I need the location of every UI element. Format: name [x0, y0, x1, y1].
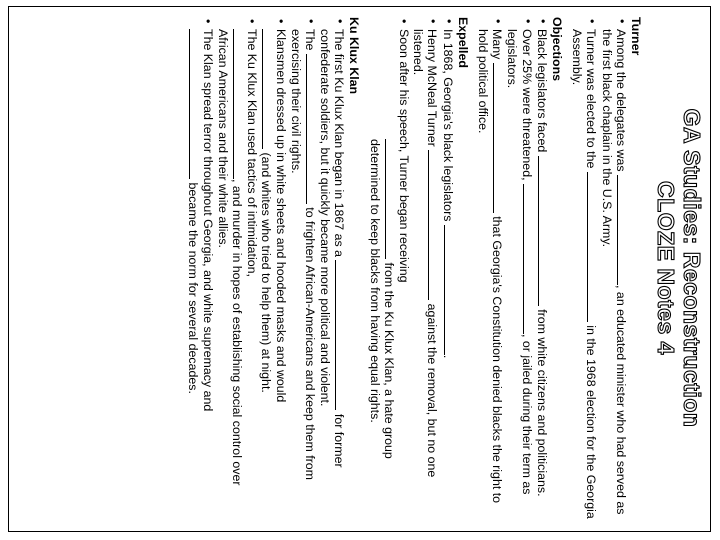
expelled-bullet-1 — [440, 29, 455, 519]
section-heading-objections: Objections — [549, 17, 564, 82]
blank-expelled-2[interactable] — [428, 150, 440, 300]
kkk-b4-line2: , and murder in hopes of establishing social control over African Americans and their white allies. — [215, 29, 244, 486]
turner-bullet-1 — [599, 29, 628, 519]
turner-list — [570, 17, 629, 519]
objections-bullet-2 — [505, 29, 534, 519]
blank-turner-2[interactable] — [587, 172, 599, 322]
objections-bullet-1 — [535, 29, 550, 519]
kkk-b3-line2: (and whites who tried to help them) at night. — [259, 152, 274, 393]
kkk-list — [186, 17, 347, 519]
blank-objections-3[interactable] — [493, 63, 505, 213]
blank-objections-2[interactable] — [523, 184, 535, 334]
expelled-b3-line2: from the Ku Klux Klan, a hate group determined to keep blacks from having equal rights. — [367, 139, 396, 459]
objections-b3-pre: Many — [490, 29, 505, 60]
title-line-1: GA Studies: Reconstruction — [679, 108, 705, 428]
kkk-bullet-1 — [318, 29, 347, 519]
kkk-b5-line1: The Klan spread terror throughout Georgia, and white supremacy and — [201, 29, 216, 412]
turner-b1-pre: Among the delegates was — [613, 29, 628, 172]
blank-kkk-3[interactable] — [262, 29, 274, 149]
blank-turner-1[interactable] — [617, 175, 629, 285]
kkk-b3-line1: Klansmen dressed up in white sheets and hooded masks and would — [274, 29, 289, 403]
kkk-b5-cont — [186, 29, 201, 519]
kkk-bullet-2 — [288, 29, 317, 519]
objections-bullet-3 — [476, 29, 505, 519]
blank-expelled-1[interactable] — [444, 225, 456, 355]
kkk-b1-post: for former confederate soldiers, but it quickly became more political and violent. — [317, 29, 347, 468]
expelled-b2-post: against the removal, but no one listened. — [411, 29, 440, 478]
blank-kkk-4[interactable] — [233, 29, 245, 179]
kkk-b2-post: to frighten African-Americans and keep them from exercising their civil rights. — [288, 29, 317, 480]
objections-b2-post: , or jailed during their term as legislators. — [505, 29, 534, 495]
objections-list — [476, 17, 550, 519]
turner-bullet-2 — [570, 29, 599, 519]
expelled-list — [367, 17, 455, 519]
objections-b1-post: from white citizens and politicians. — [534, 309, 549, 497]
expelled-bullet-3 — [367, 29, 411, 519]
kkk-b3-cont — [259, 29, 274, 519]
kkk-bullet-4 — [215, 29, 259, 519]
blank-kkk-5[interactable] — [189, 29, 201, 179]
kkk-b4-line1: The Ku Klux Klan used tactics of intimidation, — [244, 29, 259, 277]
objections-b3-post: that Georgia's Constitution denied blacks the right to hold political office. — [475, 29, 505, 504]
expelled-b3-line1: Soon after his speech, Turner began receiving — [396, 29, 411, 283]
expelled-b3-cont — [367, 29, 396, 519]
expelled-b1-pre: In 1868, Georgia's black legislators — [440, 29, 455, 222]
kkk-b1-pre: The first Ku Klux Klan began in 1867 as a — [332, 29, 347, 257]
rotated-worksheet — [10, 7, 710, 527]
kkk-bullet-3 — [259, 29, 288, 519]
kkk-bullet-5 — [186, 29, 215, 519]
blank-objections-1[interactable] — [538, 156, 550, 306]
objections-b1-pre: Black legislators faced — [534, 29, 549, 153]
expelled-b2-pre: Henry McNeal Turner — [425, 29, 440, 147]
turner-b2-post: in the 1968 election for the Georgia Assembly. — [570, 29, 599, 519]
expelled-b1-post: . — [440, 354, 455, 359]
turner-b1-post: , an educated minister who had served as the first black chaplain in the U.S. Army. — [599, 29, 628, 515]
page-frame — [8, 6, 711, 532]
expelled-bullet-2 — [411, 29, 440, 519]
section-heading-kkk: Ku Klux Klan — [347, 17, 362, 95]
section-heading-turner: Turner — [629, 17, 643, 56]
turner-b2-pre: Turner was elected to the — [584, 29, 599, 169]
kkk-b5-line2: became the norm for several decades. — [186, 182, 201, 394]
kkk-b2-pre: The — [302, 29, 317, 51]
section-heading-expelled: Expelled — [455, 17, 470, 68]
blank-kkk-1[interactable] — [335, 260, 347, 410]
title-line-2: CLOZE Notes 4 — [653, 181, 679, 355]
objections-b2-pre: Over 25% were threatened, — [519, 29, 534, 181]
blank-expelled-3[interactable] — [385, 139, 397, 259]
kkk-b4-cont — [215, 29, 244, 519]
blank-kkk-2[interactable] — [306, 54, 318, 204]
